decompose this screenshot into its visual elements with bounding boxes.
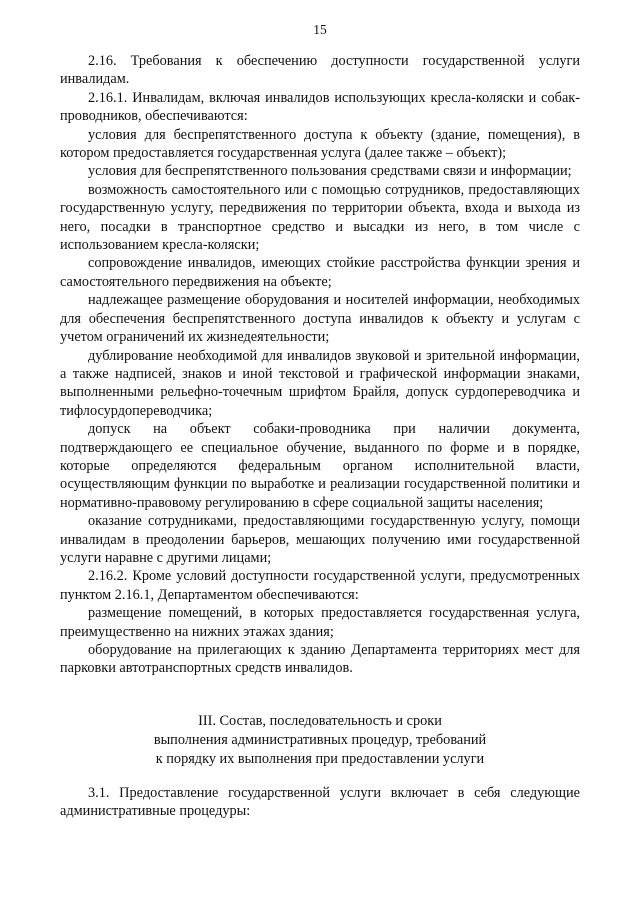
- paragraph-2-16-2: 2.16.2. Кроме условий доступности государственной услуги, предусмотренных пунктом 2.16.1, Департаментом обеспечиваются:: [60, 568, 580, 603]
- list-item-ground-floor: размещение помещений, в которых предоставляется государственная услуга, преимущественно на нижних этажах здания;: [60, 605, 580, 640]
- paragraph-2-16-1: 2.16.1. Инвалидам, включая инвалидов использующих кресла-коляски и собак-проводников, обеспечиваются:: [60, 89, 580, 125]
- section-title-line-2: выполнения административных процедур, требований: [153, 732, 487, 748]
- section-2-16: [60, 52, 580, 678]
- list-item-braille-duplication: дублирование необходимой для инвалидов звуковой и зрительной информации, а также надписей, знаков и иной текстовой и графической информации знаками, выполненными рельефно-точечным шрифтом Брайля, допуск сурдопереводчика и тифлосурдопереводчика;: [60, 347, 580, 419]
- paragraph-3-1: 3.1. Предоставление государственной услуги включает в себя следующие административные процедуры:: [60, 785, 580, 820]
- list-item-escort: сопровождение инвалидов, имеющих стойкие расстройства функции зрения и самостоятельного передвижения на объекте;: [60, 255, 580, 290]
- section-3-1: [60, 784, 580, 821]
- list-item-access-conditions: условия для беспрепятственного доступа к объекту (здание, помещения), в котором предоставляется государственная услуга (далее также – объект);: [60, 126, 580, 162]
- section-title-line-1: III. Состав, последовательность и сроки: [198, 713, 442, 729]
- list-item-movement: возможность самостоятельного или с помощью сотрудников, предоставляющих государственную услугу, передвижения по территории объекта, входа и выхода из него, посадки в транспортное средство и высадки из него, в том числе с использованием кресла-коляски;: [60, 181, 580, 254]
- paragraph-2-16-heading: 2.16. Требования к обеспечению доступности государственной услуги инвалидам.: [60, 53, 580, 88]
- list-item-equipment-placement: надлежащее размещение оборудования и носителей информации, необходимых для обеспечения беспрепятственного доступа инвалидов к объекту и услугам с учетом ограничений их жизнедеятельности;: [60, 292, 580, 346]
- list-item-staff-assistance: оказание сотрудниками, предоставляющими государственную услугу, помощи инвалидам в преодолении барьеров, мешающих получению ими государственной услуги наравне с другими лицами;: [60, 513, 580, 566]
- list-item-communication: условия для беспрепятственного пользования средствами связи и информации;: [88, 163, 572, 180]
- list-item-guide-dog: допуск на объект собаки-проводника при наличии документа, подтверждающего ее специальное обучение, выданного по форме и в порядке, которые определяются федеральным органом исполнительной власти, осуществляющим функции по выработке и реализации государственной политики и нормативно-правовому регулированию в сфере социальной защиты населения;: [60, 421, 580, 511]
- section-iii-title: [60, 712, 580, 769]
- section-title-line-3: к порядку их выполнения при предоставлении услуги: [155, 751, 485, 767]
- list-item-parking: оборудование на прилегающих к зданию Департамента территориях мест для парковки автотранспортных средств инвалидов.: [60, 642, 580, 677]
- page-number: 15: [313, 22, 327, 37]
